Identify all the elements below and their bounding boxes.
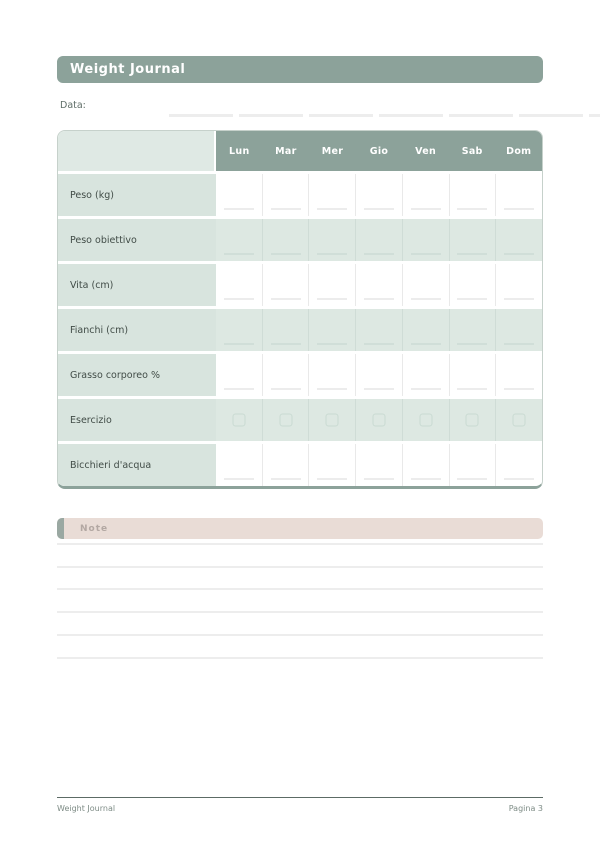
day-cell[interactable] [449,264,496,306]
write-line [224,478,254,480]
exercise-checkbox[interactable] [466,414,479,427]
table-row [58,399,542,441]
exercise-checkbox[interactable] [419,414,432,427]
weight-table [57,130,543,489]
day-cell[interactable] [355,309,402,351]
write-line [364,298,394,300]
notes-label: Note [80,523,109,534]
day-header-sab: Sab [449,131,496,171]
day-cell[interactable] [262,264,309,306]
write-line [457,208,487,210]
row-label: Peso (kg) [58,174,216,216]
write-line [457,298,487,300]
day-cell[interactable] [308,174,355,216]
day-cell[interactable] [402,174,449,216]
day-cell[interactable] [216,354,262,396]
day-cell[interactable] [355,399,402,441]
day-header-lun: Lun [216,131,263,171]
day-cell[interactable] [262,219,309,261]
day-cell[interactable] [308,444,355,486]
write-line [271,343,301,345]
day-cell[interactable] [495,444,542,486]
date-blank-line[interactable] [379,114,443,117]
day-cell[interactable] [355,264,402,306]
day-cell[interactable] [262,174,309,216]
date-label: Data: [60,100,86,111]
day-cell[interactable] [495,309,542,351]
day-cell[interactable] [495,399,542,441]
day-cell[interactable] [495,174,542,216]
day-cell[interactable] [449,354,496,396]
table-row [58,309,542,351]
row-label: Grasso corporeo % [58,354,216,396]
notes-lines [57,522,543,659]
date-blank-line[interactable] [449,114,513,117]
day-cell[interactable] [216,309,262,351]
day-cell[interactable] [402,444,449,486]
day-cell[interactable] [495,219,542,261]
day-cell[interactable] [449,174,496,216]
day-header-ven: Ven [402,131,449,171]
day-cell[interactable] [262,309,309,351]
day-cell[interactable] [308,309,355,351]
day-header-mer: Mer [309,131,356,171]
day-cell[interactable] [495,354,542,396]
write-line [504,343,534,345]
exercise-checkbox[interactable] [373,414,386,427]
write-line [411,208,441,210]
day-cell[interactable] [402,219,449,261]
footer-page-number: Pagina 3 [508,804,543,813]
day-cell[interactable] [449,309,496,351]
day-cell[interactable] [262,399,309,441]
note-line[interactable] [57,545,543,568]
write-line [411,343,441,345]
day-cell[interactable] [449,219,496,261]
note-line[interactable] [57,636,543,659]
date-blank-line[interactable] [309,114,373,117]
table-row [58,174,542,216]
note-line[interactable] [57,590,543,613]
write-line [364,343,394,345]
day-cell[interactable] [216,174,262,216]
write-line [504,208,534,210]
day-cell[interactable] [449,399,496,441]
note-line[interactable] [57,568,543,591]
row-label: Esercizio [58,399,216,441]
write-line [271,298,301,300]
day-cell[interactable] [308,264,355,306]
day-cell[interactable] [355,444,402,486]
table-corner-cell [58,131,216,171]
note-line[interactable] [57,613,543,636]
day-cell[interactable] [495,264,542,306]
write-line [364,253,394,255]
write-line [457,253,487,255]
exercise-checkbox[interactable] [513,414,526,427]
day-cell[interactable] [216,399,262,441]
note-line[interactable] [57,522,543,545]
table-body [58,174,542,486]
row-label: Peso obiettivo [58,219,216,261]
write-line [317,253,347,255]
date-blank-line[interactable] [519,114,583,117]
write-line [317,208,347,210]
day-cell[interactable] [355,219,402,261]
write-line [224,343,254,345]
day-header-gio: Gio [356,131,403,171]
day-cell[interactable] [449,444,496,486]
exercise-checkbox[interactable] [232,414,245,427]
write-line [504,388,534,390]
write-line [457,343,487,345]
write-line [224,298,254,300]
exercise-checkbox[interactable] [279,414,292,427]
day-cell[interactable] [355,354,402,396]
write-line [364,478,394,480]
table-header-row [58,131,542,171]
day-cell[interactable] [308,219,355,261]
date-lines [169,114,600,117]
write-line [224,388,254,390]
day-header-mar: Mar [263,131,310,171]
day-cell[interactable] [262,444,309,486]
day-cell[interactable] [402,264,449,306]
table-row [58,444,542,486]
write-line [271,388,301,390]
journal-title-bar [57,56,543,83]
day-header-dom: Dom [495,131,542,171]
write-line [504,298,534,300]
row-label: Bicchieri d'acqua [58,444,216,486]
write-line [364,388,394,390]
write-line [317,478,347,480]
write-line [224,253,254,255]
footer-title: Weight Journal [57,804,116,813]
day-cell[interactable] [402,354,449,396]
write-line [457,478,487,480]
day-cell[interactable] [262,354,309,396]
write-line [411,298,441,300]
write-line [317,343,347,345]
day-cell[interactable] [216,264,262,306]
date-blank-line[interactable] [589,114,600,117]
page-title: Weight Journal [70,62,186,77]
footer-divider [57,797,543,798]
write-line [224,208,254,210]
write-line [271,208,301,210]
day-cell[interactable] [308,354,355,396]
table-row [58,264,542,306]
row-label: Fianchi (cm) [58,309,216,351]
write-line [504,253,534,255]
day-cell[interactable] [355,174,402,216]
day-cell[interactable] [402,309,449,351]
write-line [504,478,534,480]
day-cell[interactable] [308,399,355,441]
table-row [58,354,542,396]
table-row [58,219,542,261]
write-line [271,253,301,255]
write-line [271,478,301,480]
write-line [317,388,347,390]
date-blank-line[interactable] [169,114,233,117]
write-line [411,388,441,390]
day-cell[interactable] [216,444,262,486]
exercise-checkbox[interactable] [326,414,339,427]
day-cell[interactable] [216,219,262,261]
write-line [411,478,441,480]
day-cell[interactable] [402,399,449,441]
write-line [457,388,487,390]
row-label: Vita (cm) [58,264,216,306]
date-blank-line[interactable] [239,114,303,117]
footer [57,804,543,813]
write-line [317,298,347,300]
write-line [411,253,441,255]
write-line [364,208,394,210]
